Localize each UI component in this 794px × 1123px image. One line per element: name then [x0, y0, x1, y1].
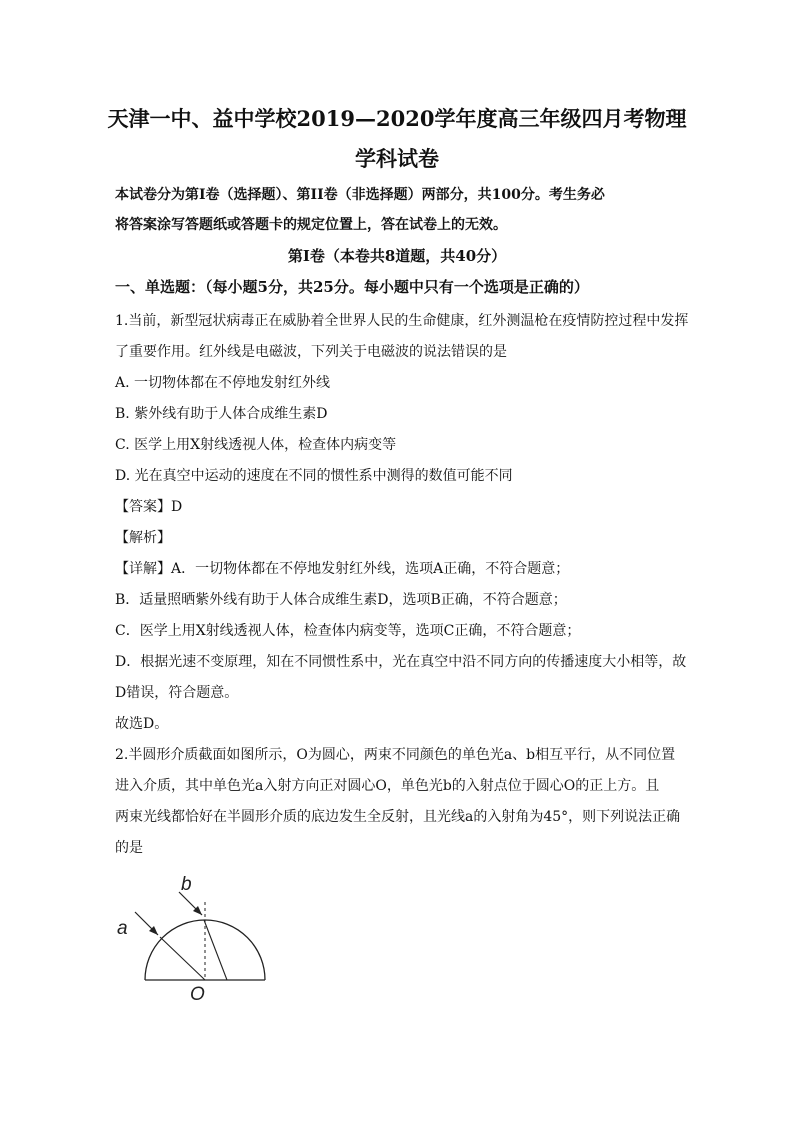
part-header: 一、单选题：（每小题5分，共25分。每小题中只有一个选项是正确的） — [115, 278, 589, 296]
q1-detail-line-5: D错误，符合题意。 — [115, 685, 239, 701]
diagram-ray-b-refracted — [204, 920, 227, 980]
q1-answer — [115, 500, 182, 514]
diagram-label-b: b — [181, 874, 192, 895]
q1-option-b: B. 紫外线有助于人体合成维生素D — [115, 406, 328, 422]
title-line-2: 学科试卷 — [355, 146, 439, 171]
q2-stem-line-4: 的是 — [115, 840, 143, 856]
q1-detail-line-4: D．根据光速不变原理，知在不同惯性系中，光在真空中沿不同方向的传播速度大小相等，故 — [115, 654, 687, 670]
q1-option-d: D. 光在真空中运动的速度在不同的惯性系中测得的数值可能不同 — [115, 468, 513, 484]
q1-option-c: C. 医学上用X射线透视人体，检查体内病变等 — [115, 437, 397, 453]
q1-detail-line-1: 【详解】A．一切物体都在不停地发射红外线，选项A正确，不符合题意； — [115, 561, 570, 577]
analysis-label: 【解析】 — [115, 530, 171, 546]
intro-line-1: 本试卷分为第I卷（选择题）、第II卷（非选择题）两部分，共100分。考生务必 — [115, 187, 605, 203]
intro-line-2: 将答案涂写答题纸或答题卡的规定位置上，答在试卷上的无效。 — [115, 217, 507, 233]
q2-stem-line-1: 2.半圆形介质截面如图所示，O为圆心，两束不同颜色的单色光a、b相互平行，从不同位置 — [115, 747, 676, 763]
diagram-label-o: O — [190, 984, 205, 1005]
q1-detail-line-3: C．医学上用X射线透视人体，检查体内病变等，选项C正确，不符合题意； — [115, 623, 581, 639]
q2-stem-line-3: 两束光线都恰好在半圆形介质的底边发生全反射，且光线a的入射角为45°，则下列说法正确 — [115, 809, 681, 825]
title-line-1: 天津一中、益中学校2019—2020学年度高三年级四月考物理 — [107, 106, 687, 131]
q1-stem-line-2: 了重要作用。红外线是电磁波，下列关于电磁波的说法错误的是 — [115, 344, 507, 360]
q1-detail-line-2: B．适量照晒紫外线有助于人体合成维生素D，选项B正确，不符合题意； — [115, 592, 567, 608]
diagram-label-a: a — [117, 918, 128, 939]
answer-label: 【答案】 — [115, 499, 171, 515]
answer-value: D — [171, 499, 183, 515]
section-header: 第I卷（本卷共8道题，共40分） — [287, 247, 507, 265]
q1-option-a: A. 一切物体都在不停地发射红外线 — [115, 375, 331, 391]
diagram-ray-a-inside — [160, 937, 205, 980]
semicircle-diagram — [105, 868, 275, 1008]
q1-conclusion: 故选D。 — [115, 716, 169, 732]
q1-stem-line-1: 1.当前，新型冠状病毒正在威胁着全世界人民的生命健康，红外测温枪在疫情防控过程中发挥 — [115, 313, 689, 329]
q2-stem-line-2: 进入介质，其中单色光a入射方向正对圆心O，单色光b的入射点位于圆心O的正上方。且 — [115, 778, 660, 794]
